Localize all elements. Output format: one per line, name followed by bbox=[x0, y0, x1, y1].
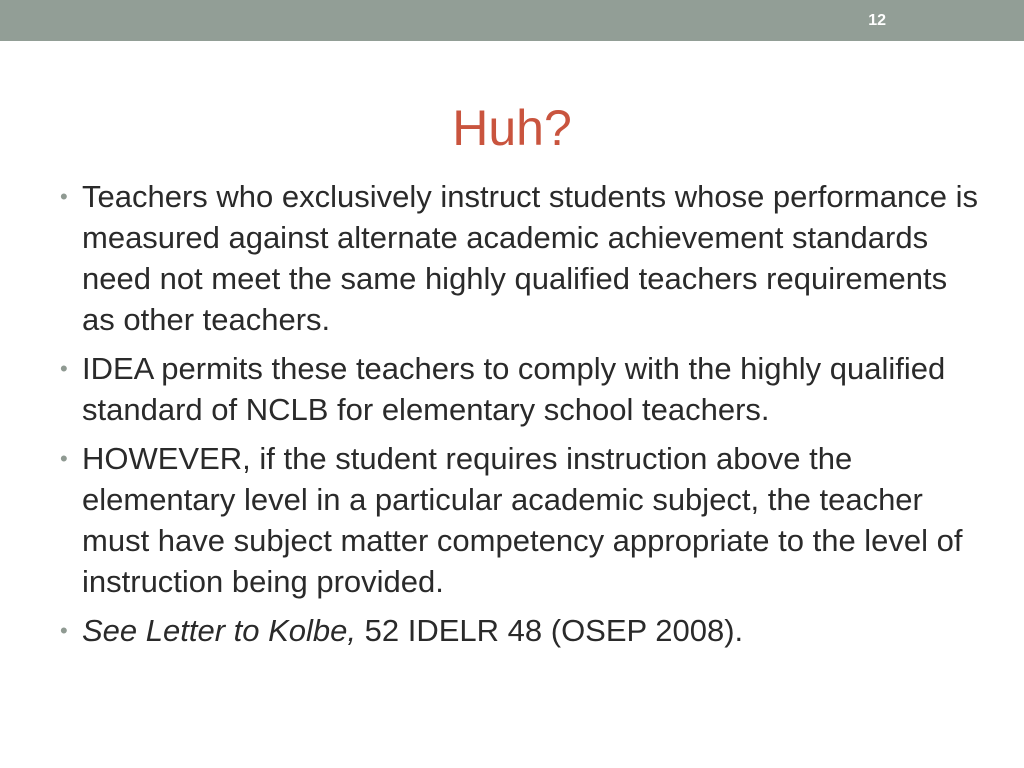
bullet-list bbox=[60, 176, 980, 659]
bullet-text: Teachers who exclusively instruct students whose performance is measured against alternate academic achievement standards need not meet the same highly qualified teachers requirements as other teachers. bbox=[82, 179, 978, 337]
bullet-dot-icon: • bbox=[60, 618, 68, 643]
slide-title: Huh? bbox=[452, 100, 572, 156]
slide-number: 12 bbox=[868, 12, 886, 29]
bullet-dot-icon: • bbox=[60, 184, 68, 209]
bullet-item-4 bbox=[60, 610, 980, 651]
header-band bbox=[0, 0, 1024, 41]
bullet-text: IDEA permits these teachers to comply with the highly qualified standard of NCLB for elementary school teachers. bbox=[82, 351, 946, 427]
bullet-item-3 bbox=[60, 438, 980, 602]
bullet-dot-icon: • bbox=[60, 356, 68, 381]
bullet-item-1 bbox=[60, 176, 980, 340]
bullet-item-2 bbox=[60, 348, 980, 430]
bullet-dot-icon: • bbox=[60, 446, 68, 471]
citation-case-name: See Letter to Kolbe, bbox=[82, 613, 357, 648]
citation-reference: 52 IDELR 48 (OSEP 2008). bbox=[356, 613, 744, 648]
bullet-text: HOWEVER, if the student requires instruction above the elementary level in a particular academic subject, the teacher must have subject matter competency appropriate to the level of instruction being provided. bbox=[82, 441, 963, 599]
